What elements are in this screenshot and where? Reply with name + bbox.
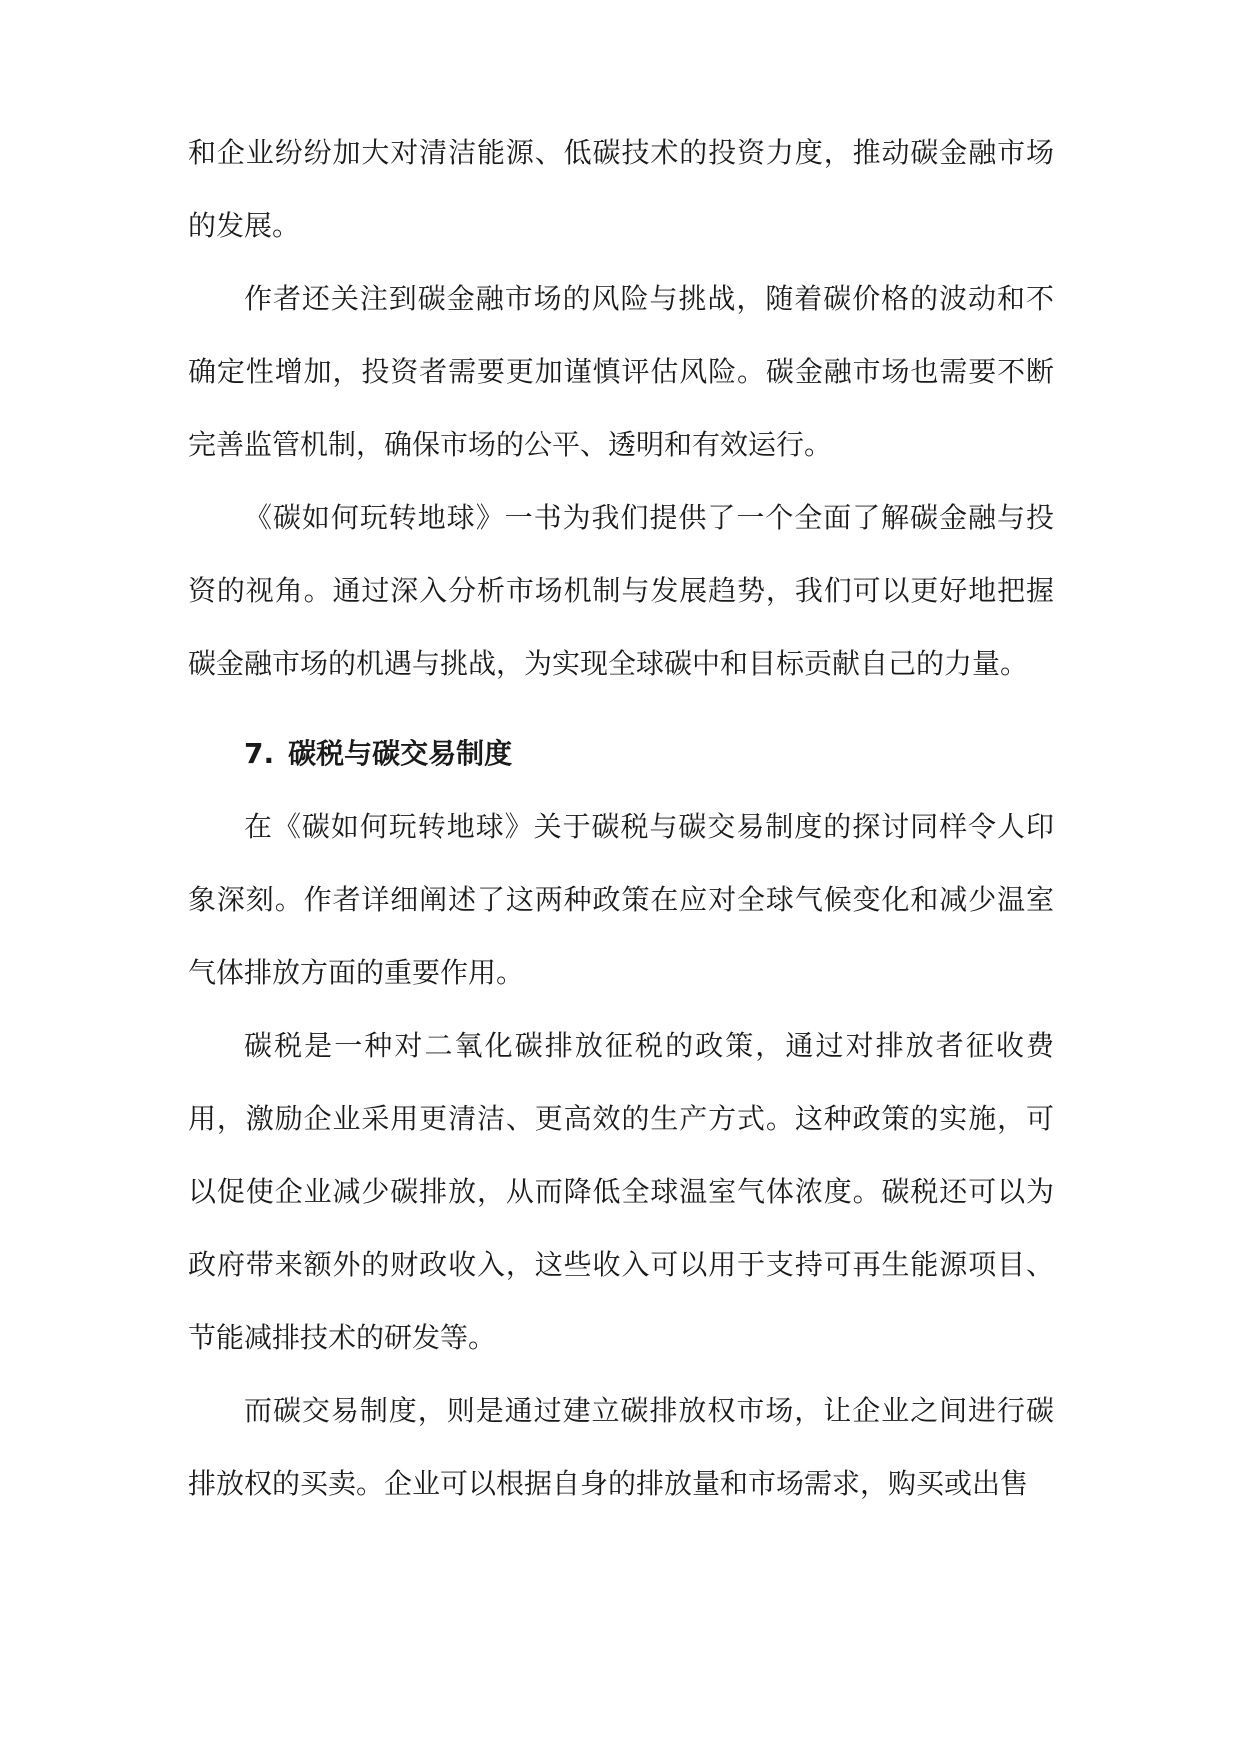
- section-heading: [188, 717, 1054, 790]
- paragraph-carbon-tax: 碳税是一种对二氧化碳排放征税的政策，通过对排放者征收费用，激励企业采用更清洁、更高效的生产方式。这种政策的实施，可以促使企业减少碳排放，从而降低全球温室气体浓度。碳税还可以为政府带来额外的财政收入，这些收入可以用于支持可再生能源项目、节能减排技术的研发等。: [188, 1029, 1054, 1354]
- section-gap: [188, 700, 1054, 717]
- paragraph-continuation: 和企业纷纷加大对清洁能源、低碳技术的投资力度，推动碳金融市场的发展。: [188, 136, 1054, 242]
- section-title: 碳税与碳交易制度: [288, 737, 513, 770]
- paragraph-risk-challenges: 作者还关注到碳金融市场的风险与挑战，随着碳价格的波动和不确定性增加，投资者需要更加谨慎评估风险。碳金融市场也需要不断完善监管机制，确保市场的公平、透明和有效运行。: [188, 282, 1054, 461]
- paragraph-book-summary: 《碳如何玩转地球》一书为我们提供了一个全面了解碳金融与投资的视角。通过深入分析市场机制与发展趋势，我们可以更好地把握碳金融市场的机遇与挑战，为实现全球碳中和目标贡献自己的力量。: [188, 501, 1054, 680]
- paragraph-carbon-trading: 而碳交易制度，则是通过建立碳排放权市场，让企业之间进行碳排放权的买卖。企业可以根据自身的排放量和市场需求，购买或出售: [188, 1394, 1054, 1500]
- paragraph-intro-carbon-tax-trading: 在《碳如何玩转地球》关于碳税与碳交易制度的探讨同样令人印象深刻。作者详细阐述了这两种政策在应对全球气候变化和减少温室气体排放方面的重要作用。: [188, 810, 1054, 989]
- section-number: 7.: [244, 737, 275, 770]
- document-body: [188, 116, 1054, 1520]
